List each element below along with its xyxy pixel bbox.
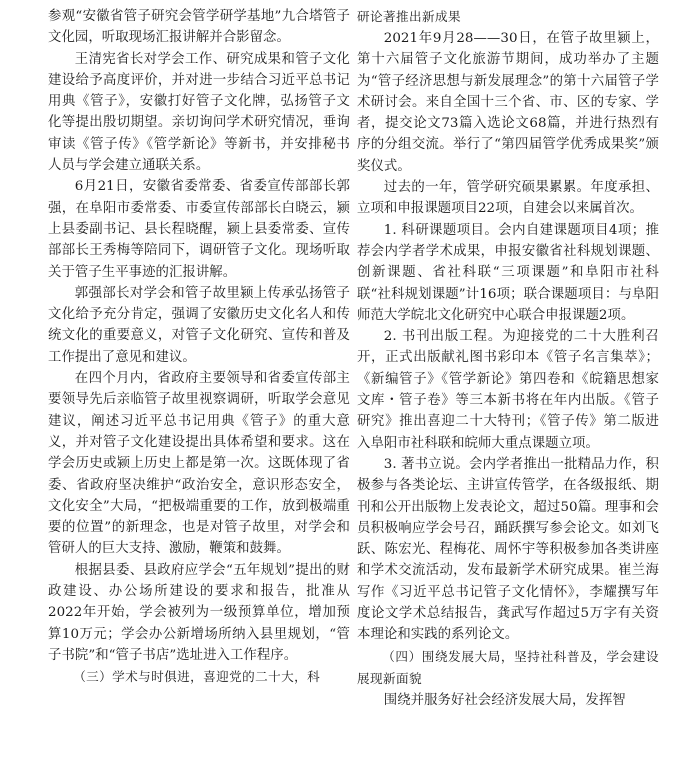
paragraph: 过去的一年，管学研究硕果累累。年度承担、立项和申报课题项目22项，自建会以来属首次。 [357,180,659,217]
paragraph: 2021年9月28——30日，在管子故里颍上，第十六届管子文化旅游节期间，成功举办了主题为“管子经济思想与新发展理念”的第十六届管子学术研讨会。来自全国十三个省、市、区的专家、学者，提交论文73篇入选论文68篇，并进行热烈有序的分组交流。举行了“第四届管学优秀成果奖”颁奖仪式。 [357,31,659,174]
paragraph: 郭强部长对学会和管子故里颍上传承弘扬管子文化给予充分肯定，强调了安徽历史文化名人和传统文化的重要意义，对管子文化研究、宣传和普及工作提出了意见和建议。 [48,285,350,365]
section-heading: （四）围绕发展大局，坚持社科普及，学会建设展现新面貌 [357,648,659,686]
paragraph: 王清宪省长对学会工作、研究成果和管子文化建设给予高度评价，并对进一步结合习近平总书记用典《管子》，安徽打好管子文化牌，弘扬管子文化等提出殷切期望。亲切询问学术研究情况，垂询审读《管子传》《管学新论》等新书，并安排秘书人员与学会建立通联关系。 [48,51,350,174]
paragraph: 1. 科研课题项目。会内自建课题项目4项；推荐会内学者学术成果，申报安徽省社科规划课题、创新课题、省社科联“三项课题”和阜阳市社科联“社科规划课题”计16项；联合课题项目：与阜阳师范大学皖北文化研究中心联合申报课题2项。 [357,222,659,323]
paragraph: 3. 著书立说。会内学者推出一批精品力作，积极参与各类论坛、主讲宣传管学，在各级报纸、期刊和公开出版物上发表论文，超过50篇。理事和会员积极响应学会号召，踊跃撰写参会论文。如刘飞跃、陈宏光、程梅花、周怀宇等积极参加各类讲座和学术交流活动，发布最新学术研究成果。崔兰海写作《习近平总书记管子文化情怀》，李耀撰写年度论文学术总结报告，龚武写作超过5万字有关资本理论和实践的系列论文。 [357,456,659,643]
paragraph: 2. 书刊出版工程。为迎接党的二十大胜利召开，正式出版献礼图书彩印本《管子名言集萃》；《新编管子》《管学新论》第四卷和《皖籍思想家文库・管子卷》等三本新书将在年内出版。《管子研究》推出喜迎二十大特刊；《管子传》第二版进入阜阳市社科联和皖师大重点课题立项。 [357,329,659,451]
left-column [48,6,350,688]
section-heading: （三）学术与时俱进，喜迎党的二十大，科 [73,669,321,685]
paragraph: 6月21日，安徽省委常委、省委宣传部部长郭强，在阜阳市委常委、市委宣传部部长白晓云，颍上县委副书记、县长程晓醒，颍上县委常委、宣传部部长王秀梅等陪同下，调研管子文化。现场听取关于管子生平事迹的汇报讲解。 [48,179,350,280]
paragraph: 围绕并服务好社会经济发展大局，发挥智 [383,692,626,708]
paragraph: 根据县委、县政府应学会“五年规划”提出的财政建设、办公场所建设的要求和报告，批准从2022年开始，学会被列为一级预算单位，增加预算10万元；学会办公新增场所纳入县里规划，“管子书院”和“管子书店”选址进入工作程序。 [48,562,350,663]
section-heading-continued: 研论著推出新成果 [357,9,461,24]
right-column [357,6,659,711]
paragraph: 在四个月内，省政府主要领导和省委宣传部主要领导先后亲临管子故里视察调研，听取学会意见建议，阐述习近平总书记用典《管子》的重大意义，并对管子文化建设提出具体希望和要求。这在学会历史或颍上历史上都是第一次。这既体现了省委、省政府坚决维护“政治安全，意识形态安全，文化安全”大局，“把极端重要的工作，放到极端重要的位置”的新理念，也是对管子故里，对学会和管研人的巨大支持、激励，鞭策和鼓舞。 [48,371,350,557]
continued-paragraph: 参观“安徽省管子研究会管学研学基地”九合塔管子文化园，听取现场汇报讲解并合影留念。 [48,9,350,46]
